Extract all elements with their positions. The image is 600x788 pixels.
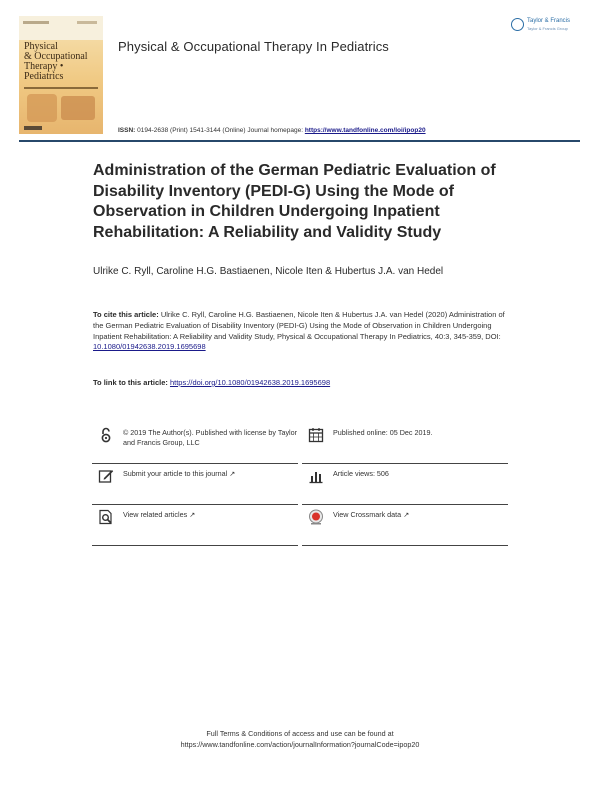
open-access-icon — [98, 427, 114, 443]
license-text: © 2019 The Author(s). Published with license by Taylor and Francis Group, LLC — [123, 428, 298, 447]
crossmark-label[interactable]: View Crossmark data — [333, 510, 402, 519]
header-divider — [19, 140, 580, 142]
journal-cover-image — [19, 16, 103, 134]
article-link-line — [93, 378, 513, 387]
related-articles-link[interactable] — [123, 510, 298, 520]
article-title: Administration of the German Pediatric Evaluation of Disability Inventory (PEDI-G) Using the Mode of Observation in Children Undergoing Inpatient Rehabilitation: A Reliability and Validity Study — [93, 162, 496, 241]
crossmark-cell[interactable] — [302, 507, 508, 546]
document-search-icon — [98, 509, 114, 525]
journal-homepage-link[interactable]: https://www.tandfonline.com/loi/ipop20 — [304, 127, 426, 134]
published-date: Published online: 05 Dec 2019. — [333, 428, 433, 437]
citation-doi-link[interactable]: 10.1080/01942638.2019.1695698 — [93, 342, 206, 352]
citation-text: Ulrike C. Ryll, Caroline H.G. Bastiaenen, Nicole Iten & Hubertus J.A. van Hedel (2020) Administration of the German Pediatric Evaluation of Disability Inventory (PEDI-G) Using the Mode of Observation in Children Undergoing Inpatient Rehabilitation: A Reliability and Validity Study, Physical & Occupational Therapy In Pediatrics, 40:3, 345-359, DOI: — [93, 310, 505, 341]
cover-header-mark — [23, 21, 49, 24]
publisher-logo-icon — [511, 18, 524, 31]
publisher-logo-group: Taylor & Francis Group — [527, 26, 568, 31]
journal-title: Physical & Occupational Therapy In Pediatrics — [118, 39, 389, 54]
citation-label: To cite this article: — [93, 310, 159, 319]
cover-title: Physical & Occupational Therapy • Pediatrics — [24, 41, 88, 82]
issn-line — [118, 127, 426, 134]
footer-terms-text: Full Terms & Conditions of access and use can be found at — [206, 729, 394, 738]
bar-chart-icon — [308, 468, 324, 484]
citation-block — [93, 310, 513, 353]
article-authors: Ulrike C. Ryll, Caroline H.G. Bastiaenen, Nicole Iten & Hubertus J.A. van Hedel — [93, 266, 444, 277]
related-articles-label[interactable]: View related articles — [123, 510, 188, 519]
issn-label: ISSN: — [118, 127, 136, 134]
published-cell — [302, 425, 508, 464]
footer — [0, 729, 600, 750]
cover-publisher-mark — [24, 126, 42, 130]
submit-article-link[interactable] — [123, 469, 298, 479]
related-cell[interactable] — [92, 507, 298, 546]
publisher-logo-name: Taylor & Francis — [527, 18, 571, 24]
external-link-icon: ↗ — [403, 510, 410, 519]
article-views: Article views: 506 — [333, 469, 389, 478]
edit-icon — [98, 468, 114, 484]
license-cell — [92, 425, 298, 464]
views-cell — [302, 466, 508, 505]
external-link-icon: ↗ — [229, 469, 236, 478]
footer-terms-url[interactable]: https://www.tandfonline.com/action/journalInformation?journalCode=ipop20 — [180, 739, 420, 749]
external-link-icon: ↗ — [189, 510, 196, 519]
cover-header-mark — [77, 21, 97, 24]
publisher-logo — [511, 18, 589, 34]
calendar-icon — [308, 427, 324, 443]
cover-illustration — [61, 96, 95, 120]
crossmark-icon — [308, 509, 324, 525]
cover-header-band — [19, 16, 103, 40]
cover-illustration — [27, 94, 57, 122]
article-doi-url[interactable]: https://doi.org/10.1080/01942638.2019.1695698 — [169, 378, 331, 387]
issn-text: 0194-2638 (Print) 1541-3144 (Online) Journal homepage: — [137, 127, 304, 134]
submit-article-label[interactable]: Submit your article to this journal — [123, 469, 228, 478]
submit-cell[interactable] — [92, 466, 298, 505]
article-link-label: To link to this article: — [93, 378, 168, 387]
crossmark-link[interactable] — [333, 510, 508, 520]
cover-subtitle-rule — [24, 87, 98, 89]
